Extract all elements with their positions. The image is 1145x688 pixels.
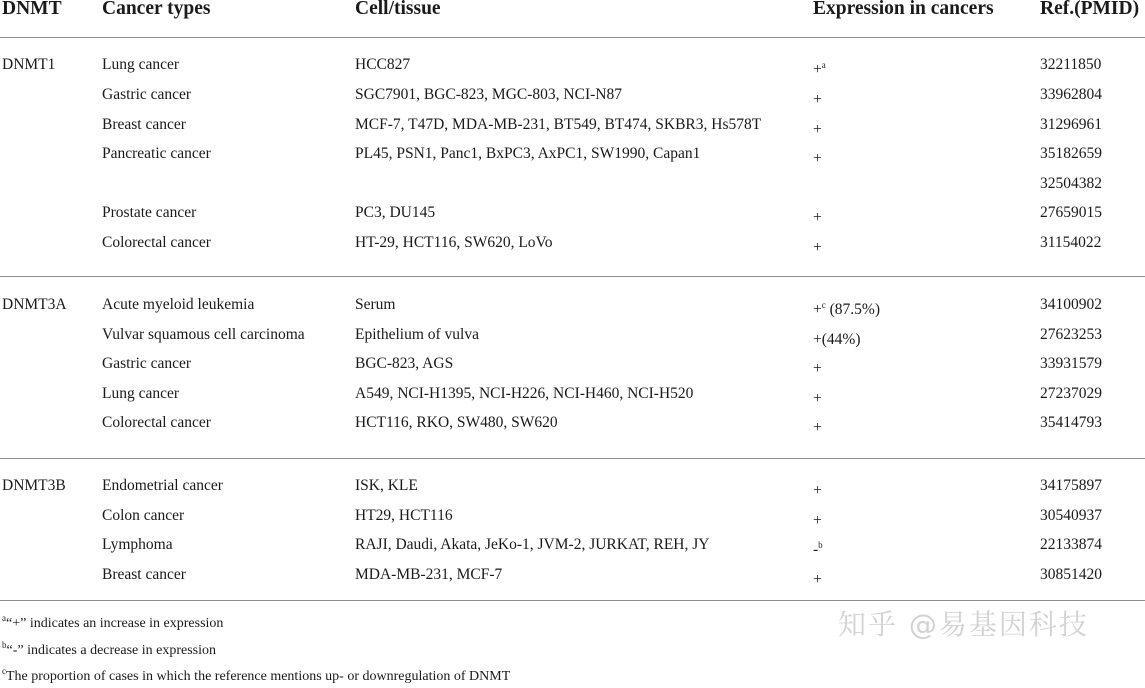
cell-expression: + <box>813 239 822 256</box>
table-row <box>0 295 1145 324</box>
header-expression: Expression in cancers <box>813 0 994 19</box>
table-row <box>0 144 1145 173</box>
header-dnmt: DNMT <box>2 0 62 19</box>
cell-ref: 22133874 <box>1040 536 1102 553</box>
cell-ref: 27659015 <box>1040 204 1102 221</box>
cell-expression: + <box>813 390 822 407</box>
table-row <box>0 506 1145 535</box>
cell-ref: 31296961 <box>1040 116 1102 133</box>
cell-cancer-type: Colorectal cancer <box>102 414 211 431</box>
header-ref-pmid: Ref.(PMID) <box>1040 0 1140 19</box>
cell-ref: 30851420 <box>1040 566 1102 583</box>
cell-ref: 34175897 <box>1040 477 1102 494</box>
table-row <box>0 174 1145 203</box>
table-bottom-rule <box>0 600 1145 601</box>
cell-tissue: HCT116, RKO, SW480, SW620 <box>355 414 558 431</box>
table-row <box>0 233 1145 262</box>
footnote-c: $^c$The proportion of cases in which the reference mentions up- or downregulation of DNMT <box>2 666 511 684</box>
cell-expression: + <box>813 360 822 377</box>
cell-tissue: A549, NCI-H1395, NCI-H226, NCI-H460, NCI-H520 <box>355 385 694 402</box>
cell-expression: +(44%) <box>813 331 861 348</box>
cell-ref: 33931579 <box>1040 355 1102 372</box>
cell-cancer-type: Prostate cancer <box>102 204 197 221</box>
table-row <box>0 413 1145 442</box>
cell-cancer-type: Gastric cancer <box>102 355 192 372</box>
cell-tissue: Serum <box>355 296 396 313</box>
cell-cancer-type: Pancreatic cancer <box>102 145 211 162</box>
table-row <box>0 203 1145 232</box>
cell-ref: 33962804 <box>1040 86 1102 103</box>
cell-cancer-type: Endometrial cancer <box>102 477 223 494</box>
cell-dnmt: DNMT3A <box>2 296 67 313</box>
cell-dnmt: DNMT1 <box>2 56 56 73</box>
cell-tissue: PL45, PSN1, Panc1, BxPC3, AxPC1, SW1990, Capan1 <box>355 145 701 162</box>
cell-cancer-type: Colorectal cancer <box>102 234 211 251</box>
table-header <box>0 0 1145 38</box>
cell-tissue: MDA-MB-231, MCF-7 <box>355 566 503 583</box>
table-row <box>0 115 1145 144</box>
cell-tissue: HT29, HCT116 <box>355 507 453 524</box>
cell-expression: +$^a$ <box>813 60 826 78</box>
cell-tissue: BGC-823, AGS <box>355 355 454 372</box>
cell-tissue: PC3, DU145 <box>355 204 436 221</box>
cell-expression: + <box>813 482 822 499</box>
cell-tissue: MCF-7, T47D, MDA-MB-231, BT549, BT474, SKBR3, Hs578T <box>355 116 762 133</box>
cell-tissue: SGC7901, BGC-823, MGC-803, NCI-N87 <box>355 86 622 103</box>
cell-ref: 32211850 <box>1040 56 1102 73</box>
cell-cancer-type: Colon cancer <box>102 507 185 524</box>
cell-expression: + <box>813 121 822 138</box>
cell-expression: -$^b$ <box>813 540 823 558</box>
cell-expression: + <box>813 571 822 588</box>
group-divider-dnmt1 <box>0 276 1145 277</box>
table-row <box>0 55 1145 84</box>
footnotes <box>2 608 510 688</box>
group-divider-dnmt3a <box>0 458 1145 459</box>
table-row <box>0 535 1145 564</box>
cell-dnmt: DNMT3B <box>2 477 66 494</box>
cell-tissue: HCC827 <box>355 56 411 73</box>
table-row <box>0 354 1145 383</box>
cell-cancer-type: Breast cancer <box>102 566 186 583</box>
footnote-b: $^b$“-” indicates a decrease in expression <box>2 639 217 658</box>
cell-ref: 31154022 <box>1040 234 1102 251</box>
cell-expression: + <box>813 419 822 436</box>
cell-cancer-type: Acute myeloid leukemia <box>102 296 255 313</box>
cell-cancer-type: Gastric cancer <box>102 86 192 103</box>
cell-expression: + <box>813 150 822 167</box>
footnote-a: $^a$“+” indicates an increase in expression <box>2 613 224 631</box>
table-row <box>0 85 1145 114</box>
watermark: 知乎 @易基因科技 <box>838 608 1089 641</box>
cell-ref: 34100902 <box>1040 296 1102 313</box>
cell-ref: 32504382 <box>1040 175 1102 192</box>
cell-ref: 27623253 <box>1040 326 1102 343</box>
table-row <box>0 565 1145 594</box>
cell-cancer-type: Lung cancer <box>102 385 180 402</box>
cell-cancer-type: Vulvar squamous cell carcinoma <box>102 326 305 343</box>
header-cancer-types: Cancer types <box>102 0 211 19</box>
cell-cancer-type: Breast cancer <box>102 116 186 133</box>
cell-cancer-type: Lymphoma <box>102 536 173 553</box>
cell-cancer-type: Lung cancer <box>102 56 180 73</box>
cell-ref: 35182659 <box>1040 145 1102 162</box>
cell-ref: 35414793 <box>1040 414 1102 431</box>
table-row <box>0 325 1145 354</box>
cell-expression: +$^c$ (87.5%) <box>813 300 880 318</box>
cell-ref: 30540937 <box>1040 507 1102 524</box>
table-row <box>0 476 1145 505</box>
header-rule <box>0 37 1145 38</box>
header-cell-tissue: Cell/tissue <box>355 0 441 19</box>
cell-expression: + <box>813 512 822 529</box>
table-row <box>0 384 1145 413</box>
cell-expression: + <box>813 209 822 226</box>
cell-expression: + <box>813 91 822 108</box>
cell-tissue: HT-29, HCT116, SW620, LoVo <box>355 234 553 251</box>
cell-tissue: Epithelium of vulva <box>355 326 479 343</box>
cell-tissue: ISK, KLE <box>355 477 418 494</box>
cell-tissue: RAJI, Daudi, Akata, JeKo-1, JVM-2, JURKAT, REH, JY <box>355 536 710 553</box>
cell-ref: 27237029 <box>1040 385 1102 402</box>
